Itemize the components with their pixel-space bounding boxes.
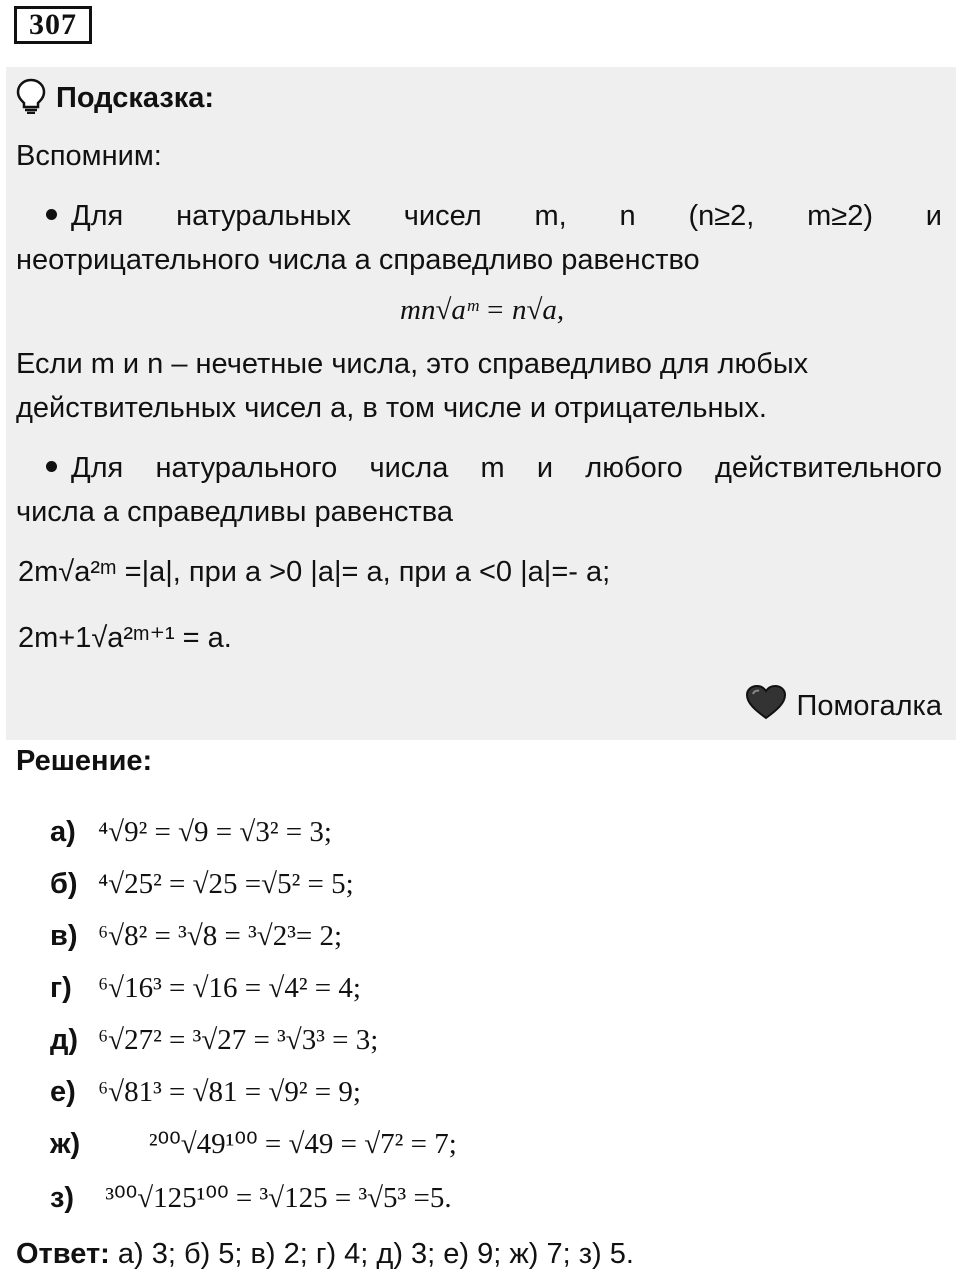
hint-intro: Вспомним: bbox=[16, 140, 162, 172]
solution-row: е) ⁶√81³ = √81 = √9² = 9; bbox=[50, 1076, 361, 1108]
answer-text: а) 3; б) 5; в) 2; г) 4; д) 3; е) 9; ж) 7; з) 5. bbox=[109, 1238, 634, 1270]
formula-even-root: 2m√a²ᵐ =|a|, при a >0 |a|= a, при a <0 |a|=- a; bbox=[18, 556, 611, 588]
bullet-dot bbox=[46, 461, 57, 472]
hint-header bbox=[16, 78, 214, 119]
bullet1-line2: неотрицательного числа а справедливо равенство bbox=[16, 244, 700, 276]
answer-line bbox=[16, 1238, 634, 1271]
solution-title: Решение: bbox=[16, 745, 153, 777]
lightbulb-icon bbox=[16, 78, 46, 119]
signature bbox=[745, 684, 942, 728]
formula-odd-root: 2m+1√a²ᵐ⁺¹ = a. bbox=[18, 622, 232, 654]
solution-row: б) ⁴√25² = √25 =√5² = 5; bbox=[50, 868, 354, 900]
problem-number: 307 bbox=[14, 6, 92, 44]
bullet1-line1: Для натуральных чисел m, n (n≥2, m≥2) и bbox=[16, 194, 942, 238]
bullet2-line2: числа а справедливы равенства bbox=[16, 496, 453, 528]
solution-row: з) ³⁰⁰√125¹⁰⁰ = ³√125 = ³√5³ =5. bbox=[50, 1182, 452, 1214]
solution-row: г) ⁶√16³ = √16 = √4² = 4; bbox=[50, 972, 361, 1004]
solution-row: ж) ²⁰⁰√49¹⁰⁰ = √49 = √7² = 7; bbox=[50, 1128, 457, 1160]
solution-row: д) ⁶√27² = ³√27 = ³√3³ = 3; bbox=[50, 1024, 379, 1056]
note-line2: действительных чисел a, в том числе и отрицательных. bbox=[16, 392, 767, 424]
signature-text: Помогалка bbox=[796, 689, 942, 722]
bullet-dot bbox=[46, 209, 57, 220]
solution-row: а) ⁴√9² = √9 = √3² = 3; bbox=[50, 816, 332, 848]
formula-root-identity: mn√aᵐ = n√a, bbox=[400, 294, 565, 326]
hint-title: Подсказка: bbox=[56, 82, 215, 114]
note-line1: Если m и n – нечетные числа, это справедливо для любых bbox=[16, 348, 809, 380]
solution-row: в) ⁶√8² = ³√8 = ³√2³= 2; bbox=[50, 920, 343, 952]
heart-icon bbox=[745, 684, 787, 728]
bullet2-line1: Для натурального числа m и любого действительного bbox=[16, 446, 942, 490]
answer-label: Ответ: bbox=[16, 1238, 110, 1270]
